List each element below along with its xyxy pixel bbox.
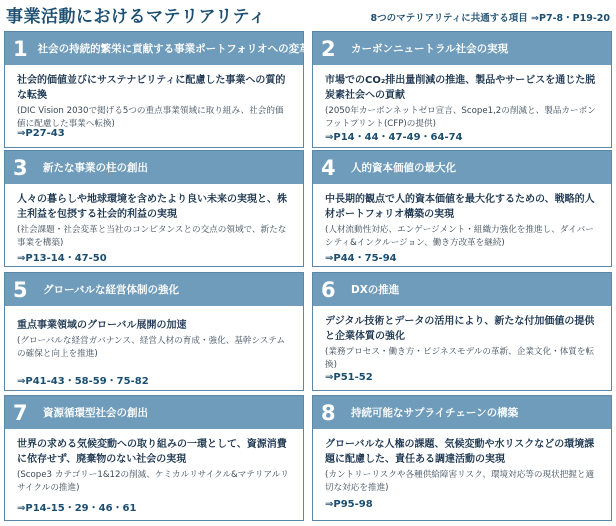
card-title: グローバルな経営体制の強化: [43, 284, 179, 296]
card-title: DXの推進: [351, 284, 400, 296]
card-detail: (グローバルな経営ガバナンス、経営人材の育成・強化、基幹システムの確保と向上を推進): [17, 336, 286, 359]
card-page-reference: ⇒P44・75-94: [325, 253, 397, 264]
card-title: 社会の持続的繁栄に貢献する事業ポートフォリオへの変革: [37, 43, 310, 55]
card-page-reference: ⇒P95-98: [325, 499, 373, 510]
card-detail: (Scope3 カテゴリー1&12の削減、ケミカルリサイクル&マテリアルリサイクルの推進): [17, 470, 289, 493]
card-header: [313, 32, 611, 65]
card-lead: 重点事業領域のグローバル展開の加速: [17, 320, 187, 331]
card-body: [313, 65, 611, 131]
materiality-card-2: [312, 31, 612, 148]
card-header: [5, 396, 303, 429]
card-number: 2: [321, 36, 336, 61]
card-lead: 社会的価値並びにサステナビリティに配慮した事業への質的な転換: [17, 75, 286, 101]
card-header: [5, 32, 310, 65]
card-lead: 人々の暮らしや地球環境を含めたより良い未来の実現と、株主利益を包摂する社会的利益の実現: [17, 194, 287, 220]
card-detail: (人材流動性対応、エンゲージメント・組織力強化を推進し、ダイバーシティ&インクルージョン、働き方改革を継続): [325, 225, 594, 248]
card-body: [5, 306, 303, 361]
card-title: 資源循環型社会の創出: [43, 407, 148, 419]
card-header: [313, 396, 611, 429]
card-lead: 世界の求める気候変動への取り組みの一環として、資源消費に依存せず、廃棄物のない社会の実現: [17, 439, 287, 465]
page-title: 事業活動におけるマテリアリティ: [6, 7, 267, 27]
card-lead: デジタル技術とデータの活用により、新たな付加価値の提供と企業体質の強化: [325, 316, 595, 342]
card-detail: (社会課題・社会変革と当社のコンピタンスとの交点の領域で、新たな事業を構築): [17, 225, 287, 248]
materiality-card-6: [312, 272, 612, 391]
card-title: 持続可能なサプライチェーンの構築: [351, 407, 519, 419]
card-number: 1: [13, 36, 28, 61]
card-body: [313, 184, 611, 250]
card-header: [5, 273, 303, 306]
materiality-card-5: [4, 272, 304, 391]
card-page-reference: ⇒P41-43・58-59・75-82: [17, 376, 149, 387]
materiality-card-8: [312, 395, 612, 521]
materiality-card-4: [312, 150, 612, 267]
card-body: [5, 65, 303, 131]
card-page-reference: ⇒P14-15・29・46・61: [17, 503, 137, 514]
card-header: [5, 151, 303, 184]
card-detail: (DIC Vision 2030で掲げる5つの重点事業領域に取り組み、社会的価値に配慮した事業へ転換): [17, 106, 284, 129]
card-detail: (2050年カーボンネットゼロ宣言、Scope1,2の削減と、製品カーボンフットプリント(CFP)の提供): [325, 106, 596, 129]
card-detail: (カントリーリスクや各種供給障害リスク、環境対応等の現状把握と適切な対応を推進): [325, 470, 595, 493]
card-header: [313, 273, 611, 306]
card-page-reference: ⇒P27-43: [17, 128, 65, 139]
materiality-card-7: [4, 395, 304, 521]
card-number: 5: [13, 277, 28, 302]
card-detail: (業務プロセス・働き方・ビジネスモデルの革新、企業文化・体質を転換): [325, 347, 595, 370]
card-body: [313, 306, 611, 372]
card-lead: 中長期的観点で人的資本価値を最大化するための、戦略的人材ポートフォリオ構築の実現: [325, 194, 595, 220]
card-number: 7: [13, 400, 28, 425]
common-items-note: 8つのマテリアリティに共通する項目 ⇒P7-8・P19-20: [370, 13, 610, 24]
card-title: 人的資本価値の最大化: [351, 162, 456, 174]
card-page-reference: ⇒P13-14・47-50: [17, 253, 107, 264]
card-body: [5, 429, 303, 495]
card-page-reference: ⇒P14・44・47-49・64-74: [325, 132, 463, 143]
card-number: 4: [321, 155, 336, 180]
card-title: 新たな事業の柱の創出: [43, 162, 148, 174]
materiality-card-1: [4, 31, 310, 148]
card-body: [5, 184, 303, 250]
card-header: [313, 151, 611, 184]
card-title: カーボンニュートラル社会の実現: [351, 43, 509, 55]
materiality-card-3: [4, 150, 304, 267]
card-page-reference: ⇒P51-52: [325, 372, 373, 383]
card-lead: グローバルな人権の課題、気候変動や水リスクなどの環境課題に配慮した、責任ある調達活動の実現: [325, 439, 595, 465]
card-number: 3: [13, 155, 28, 180]
card-lead: 市場でのCO₂排出量削減の推進、製品やサービスを通じた脱炭素社会への貢献: [325, 75, 596, 101]
card-body: [313, 429, 611, 495]
card-number: 8: [321, 400, 336, 425]
card-number: 6: [321, 277, 336, 302]
